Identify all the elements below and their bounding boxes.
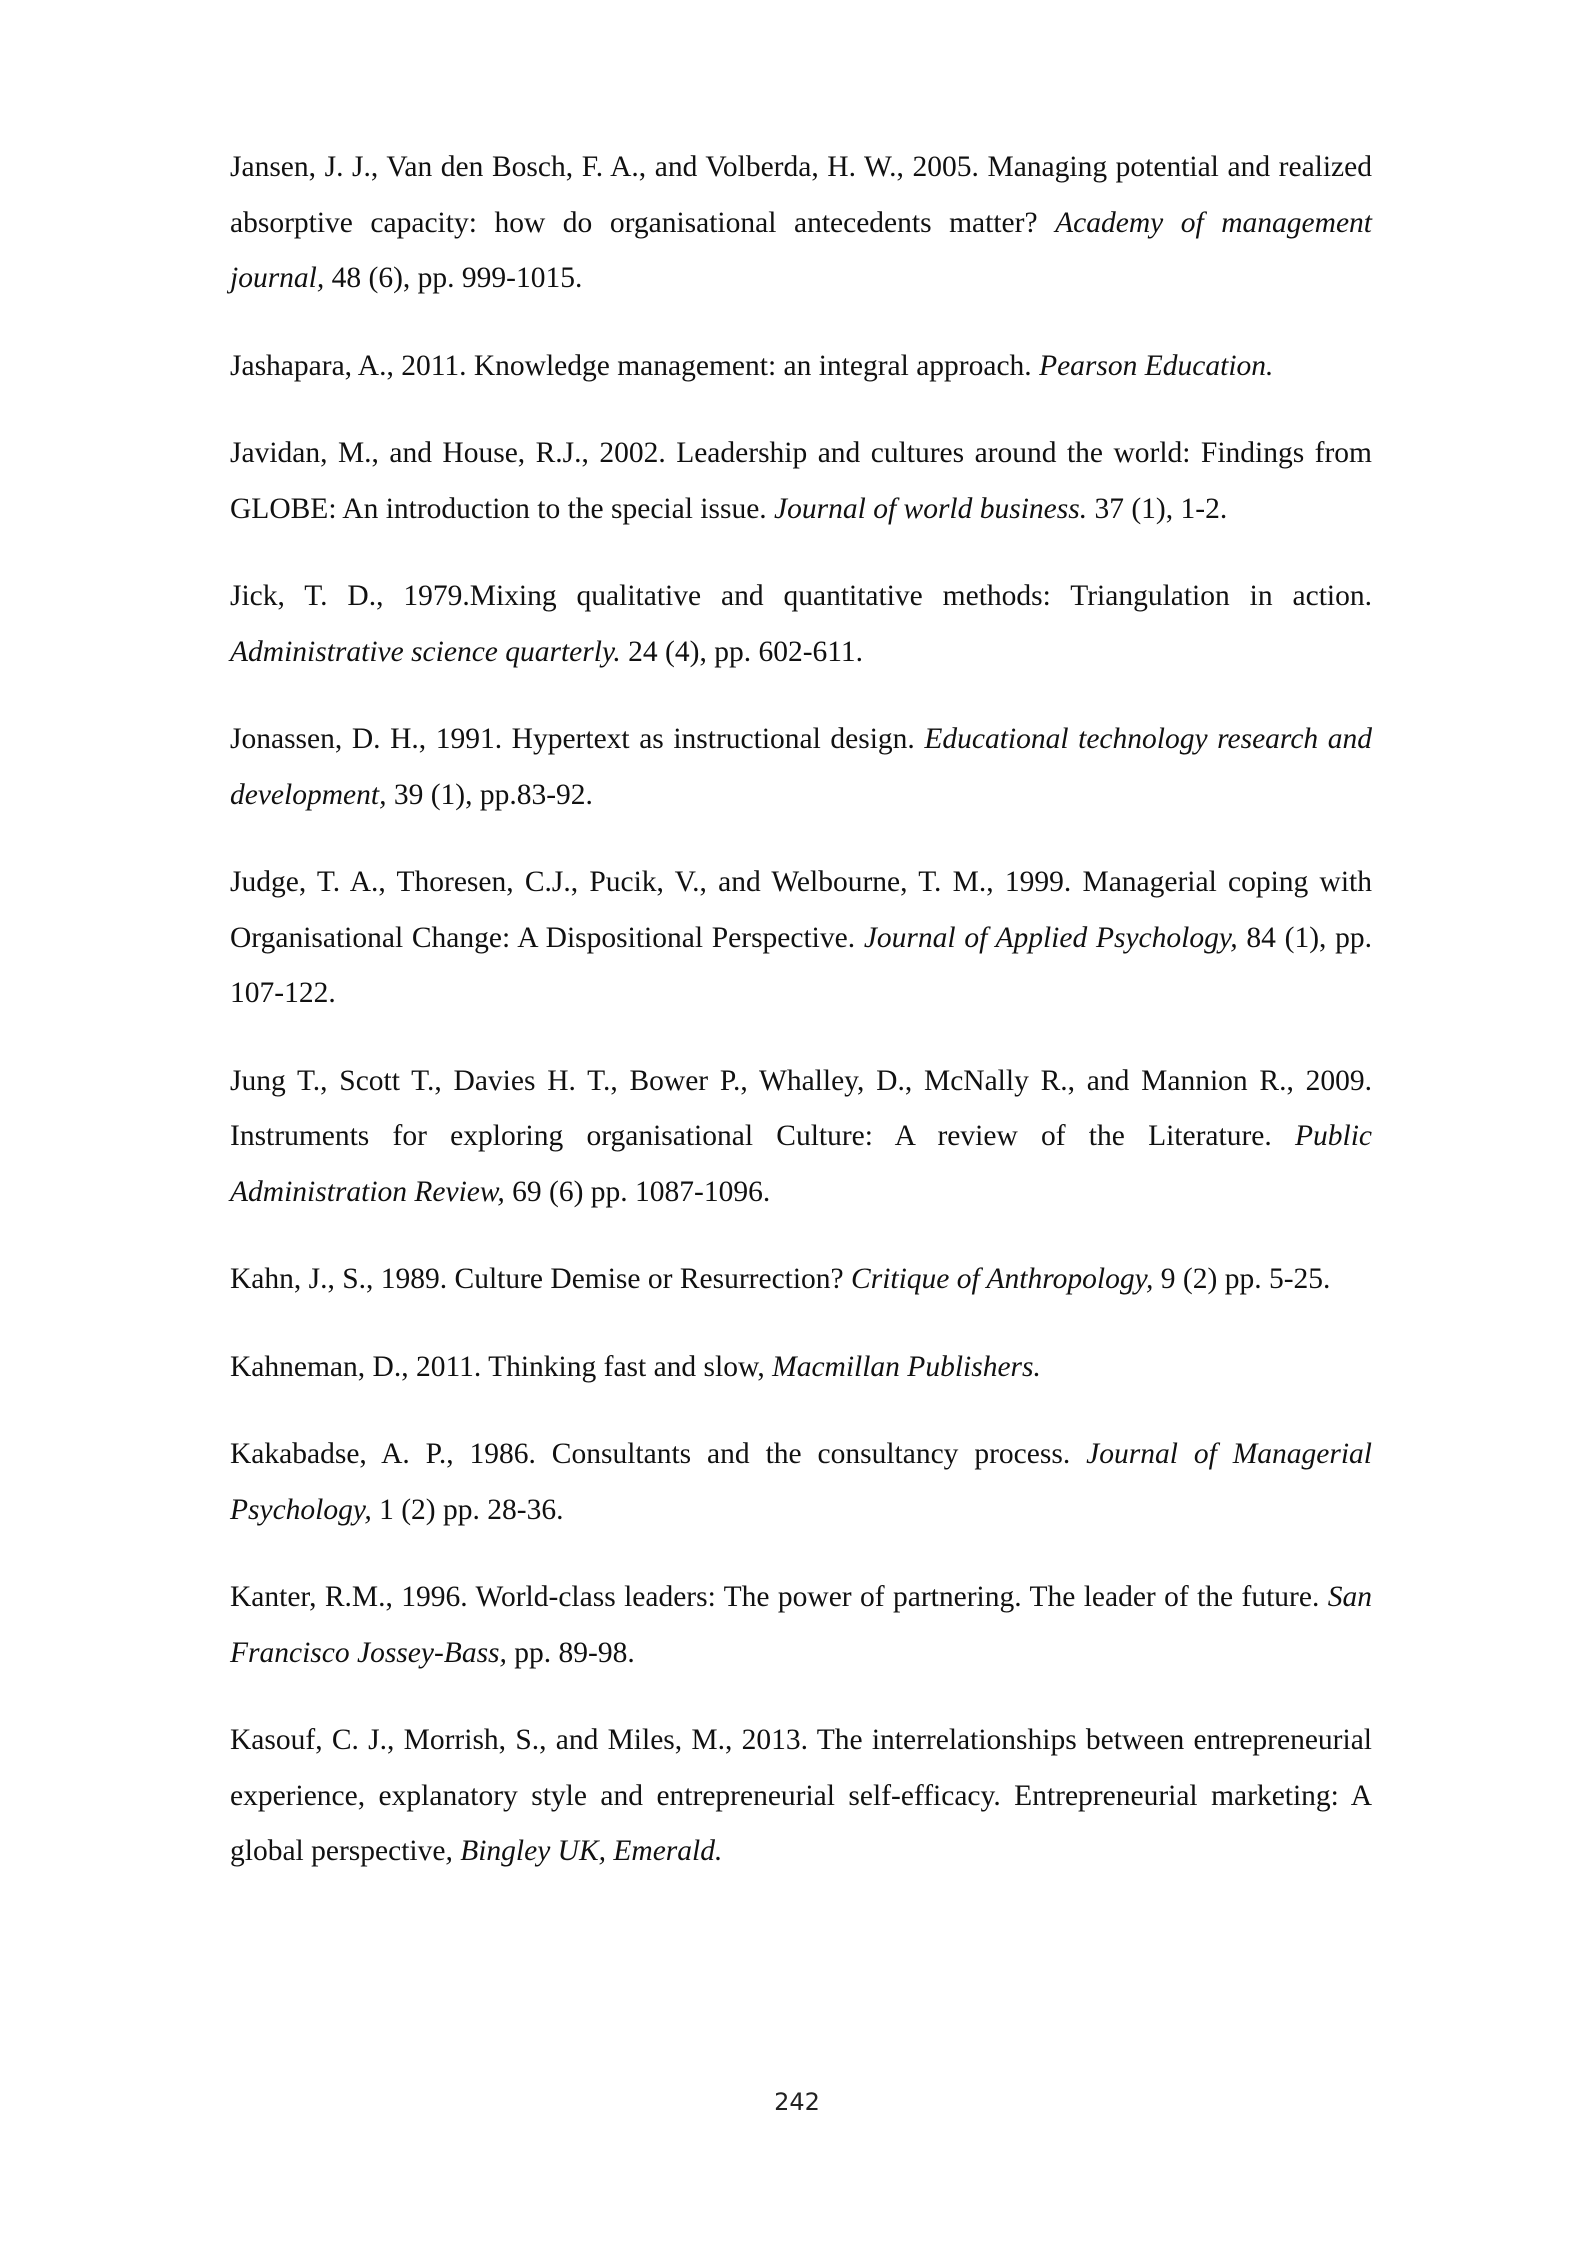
reference-source: Academy of management journal, xyxy=(230,206,1372,294)
reference-entry xyxy=(230,855,1372,1022)
reference-text: Judge, T. A., Thoresen, C.J., Pucik, V., and Welbourne, T. M., 1999. Managerial coping with Organisational Change: A Dispositional Perspective. xyxy=(230,866,1372,954)
reference-source: Pearson Education. xyxy=(1039,349,1274,382)
reference-list xyxy=(230,140,1372,1912)
reference-entry xyxy=(230,1427,1372,1538)
reference-text: Jansen, J. J., Van den Bosch, F. A., and Volberda, H. W., 2005. Managing potential and realized absorptive capacity: how do organisational antecedents matter? xyxy=(230,151,1372,239)
reference-source: San Francisco Jossey-Bass, xyxy=(230,1581,1372,1669)
reference-details: 39 (1), pp.83-92. xyxy=(386,778,593,811)
reference-text: Kasouf, C. J., Morrish, S., and Miles, M., 2013. The interrelationships between entrepreneurial experience, explanatory style and entrepreneurial self-efficacy. Entrepreneurial marketing: A global perspective xyxy=(230,1724,1372,1867)
reference-text: Kakabadse, A. P., 1986. Consultants and the consultancy process. xyxy=(230,1438,1087,1470)
reference-text: Javidan, M., and House, R.J., 2002. Leadership and cultures around the world: Findings from GLOBE: An introduction to the special issue. xyxy=(230,437,1372,525)
reference-source: Critique of Anthropology, xyxy=(851,1263,1154,1295)
reference-text: Kahneman, D., 2011. Thinking fast and slow, xyxy=(230,1350,773,1383)
reference-details: 84 (1), pp. 107-122. xyxy=(230,921,1372,1009)
reference-entry xyxy=(230,1570,1372,1681)
page-number: 242 xyxy=(774,2088,820,2116)
reference-entry xyxy=(230,140,1372,307)
reference-details: 24 (4), pp. 602-611. xyxy=(620,635,864,668)
reference-source: Macmillan Publishers. xyxy=(772,1350,1041,1383)
reference-details: 48 (6), pp. 999-1015. xyxy=(324,262,583,294)
reference-source: Administrative science quarterly. xyxy=(230,635,621,668)
reference-source: , Bingley UK, Emerald. xyxy=(445,1835,723,1867)
reference-details: 69 (6) pp. 1087-1096. xyxy=(504,1175,771,1208)
reference-text: Jonassen, D. H., 1991. Hypertext as instructional design. xyxy=(230,723,925,755)
reference-source: Public Administration Review, xyxy=(230,1120,1372,1208)
reference-entry xyxy=(230,1252,1372,1308)
reference-details: 37 (1), 1-2. xyxy=(1087,492,1228,525)
reference-entry xyxy=(230,569,1372,680)
reference-source: Journal of Applied Psychology, xyxy=(863,921,1238,954)
reference-source: Journal of world business. xyxy=(774,492,1088,525)
reference-text: Jashapara, A., 2011. Knowledge management: an integral approach. xyxy=(230,349,1040,382)
reference-entry xyxy=(230,1054,1372,1221)
reference-entry xyxy=(230,1340,1372,1396)
reference-details: 1 (2) pp. 28-36. xyxy=(371,1493,564,1526)
reference-source: Journal of Managerial Psychology, xyxy=(230,1438,1372,1526)
reference-text: Jick, T. D., 1979.Mixing qualitative and quantitative methods: Triangulation in action. xyxy=(230,580,1372,612)
reference-source: Educational technology research and development, xyxy=(230,723,1372,811)
reference-details: pp. 89-98. xyxy=(506,1636,635,1669)
reference-entry xyxy=(230,339,1372,395)
reference-entry xyxy=(230,426,1372,537)
reference-text: Jung T., Scott T., Davies H. T., Bower P., Whalley, D., McNally R., and Mannion R., 2009. Instruments for exploring organisational Culture: A review of the Literature. xyxy=(230,1064,1372,1152)
reference-entry xyxy=(230,712,1372,823)
reference-details: 9 (2) pp. 5-25. xyxy=(1153,1263,1331,1295)
reference-text: Kahn, J., S., 1989. Culture Demise or Resurrection? xyxy=(230,1263,852,1295)
reference-text: Kanter, R.M., 1996. World-class leaders: The power of partnering. The leader of the future. xyxy=(230,1581,1328,1613)
reference-entry xyxy=(230,1713,1372,1880)
